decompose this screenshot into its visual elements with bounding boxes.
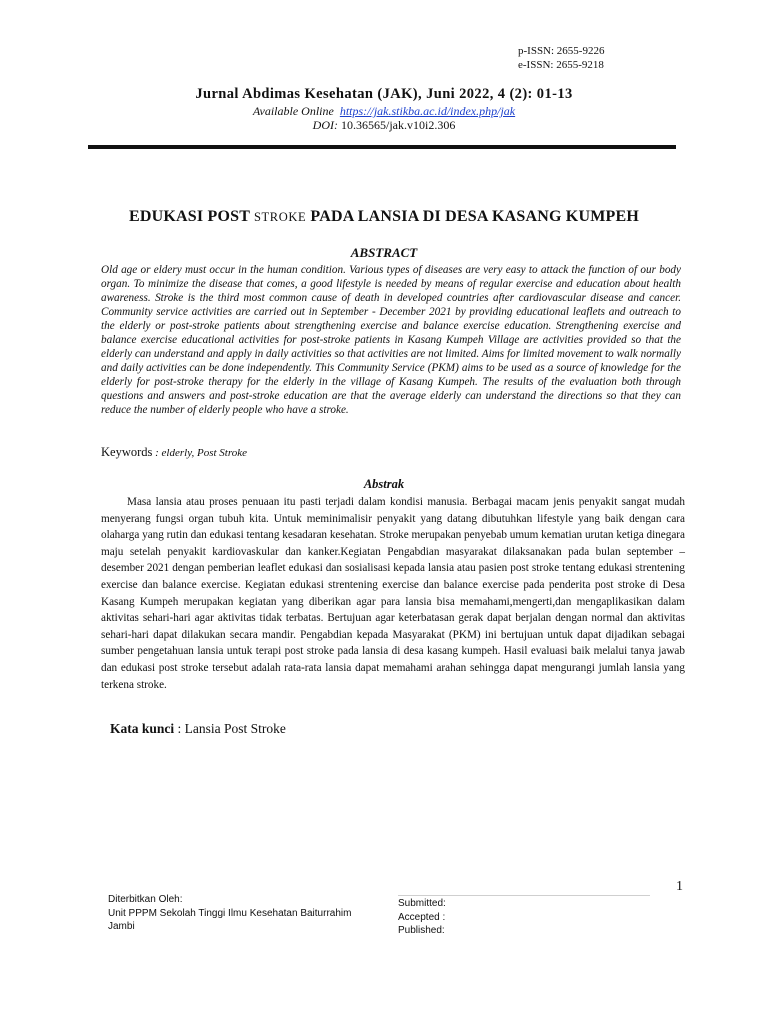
accepted-label: Accepted : [398,911,446,923]
publisher-line-2: Jambi [108,921,135,932]
doi-line [0,118,768,133]
publisher-label: Diterbitkan Oleh: [108,894,183,905]
title-part-1: EDUKASI POST [128,208,254,225]
kata-kunci-label: Kata kunci [110,721,175,736]
publisher-line-1: Unit PPPM Sekolah Tinggi Ilmu Kesehatan Baiturrahim [108,907,352,919]
available-online [0,104,768,119]
journal-title: Jurnal Abdimas Kesehatan (JAK), Juni 2022, 4 (2): 01-13 [195,86,573,102]
kata-kunci-line [110,721,286,737]
abstrak-paragraph [101,494,685,693]
footer-divider [398,895,650,896]
keywords-value: : elderly, Post Stroke [152,447,247,459]
abstract-heading: ABSTRACT [350,245,418,260]
abstrak-text: Masa lansia atau proses penuaan itu pasti terjadi dalam kondisi manusia. Berbagai macam jenis penyakit sangat mudah menyerang fungsi organ tubuh kita. Untuk meminimalisir penyakit yang datang dibutuhkan lifestyle yang baik dengan cara olaharga yang rutin dan edukasi tentang kesadaran kesehatan. Stroke merupakan penyebab umum kematian urutan ketiga dinegara maju setelah penyakit kardiovaskular dan kanker.Kegiatan Pengabdian masyarakat dilaksanakan pada bulan september – desember 2021 dengan pemberian leaflet edukasi dan sosialisasi kepada lansia atau pasien post stroke tentang edukasi strentening exercise dan balance exercise. Kegiatan edukasi strentening exercise dan balance exercise pada penderita post stroke di Desa Kasang Kumpeh merupakan kegiatan yang diberikan agar para lansia bisa memahami,mengerti,dan mengaplikasikan dalam aktivitas sehari-hari agar aktivitas tidak terbatas. Bertujuan agar keterbatasan gerak dapat berjalan dengan normal dan aktivitas sehari-hari dapat dilakukan secara mandir. Pengabdian kepada Masyarakat (PKM) ini bertujuan untuk dapat dijadikan sebagai sumber pengetahuan lansia untuk terapi post stroke pada lansia di desa kasang kumpeh. Hasil evaluasi baik melalui tanya jawab dan edukasi post stroke tersebut adalah rata-rata lansia dapat memahami arahan sehingga dapat mengurangi jumlah lansia yang terkena stroke. [101,496,685,691]
page-number: 1 [676,879,683,894]
p-issn: p-ISSN: 2655-9226 [518,45,605,57]
abstract-text: Old age or eldery must occur in the human condition. Various types of diseases are very easy to attack the function of our body organ. To minimize the disease that comes, a good lifestyle is needed by means of regular exercise and education about health awareness. Stroke is the third most common cause of death in developed countries after cardiovascular disease and cancer. Community service activities are carried out in September - December 2021 by providing educational leaflets and outreach to the elderly or post-stroke patients about strengthening exercise and balance exercise education. Strengthening exercise and balance exercise educational activities for post-stroke patients in Kasang Kumpeh Village are activities provided so that the elderly can understand and apply in daily activities so that activities are not limited. Aims for limited movement to walk normally and daily activities can be done independently. This Community Service (PKM) aims to be used as a source of knowledge for the elderly for post-stroke therapy for the elderly in the village of Kasang Kumpeh. The results of the evaluation both through questions and answers and post-stroke education are that the average elderly can understand the directions so that they can reduce the number of elderly people who have a stroke. [101,264,681,416]
doi-value: 10.36565/jak.v10i2.306 [341,118,456,132]
keywords-line [101,445,247,460]
published-label: Published: [398,925,445,936]
dates-block [398,897,446,938]
doi-label: DOI: [312,118,338,132]
journal-link[interactable]: https://jak.stikba.ac.id/index.php/jak [339,104,516,118]
e-issn: e-ISSN: 2655-9218 [518,59,604,71]
issn-block [518,44,604,72]
publisher-block [108,893,351,934]
title-part-3: PADA LANSIA DI DESA KASANG KUMPEH [306,208,639,225]
keywords-label: Keywords [101,445,153,459]
title-part-2: STROKE [254,210,307,224]
available-label: Available Online [252,104,334,118]
paper-title [0,208,768,226]
submitted-label: Submitted: [398,898,446,909]
abstrak-heading: Abstrak [363,477,405,491]
kata-kunci-value: : Lansia Post Stroke [174,721,286,736]
header-divider [88,145,676,149]
